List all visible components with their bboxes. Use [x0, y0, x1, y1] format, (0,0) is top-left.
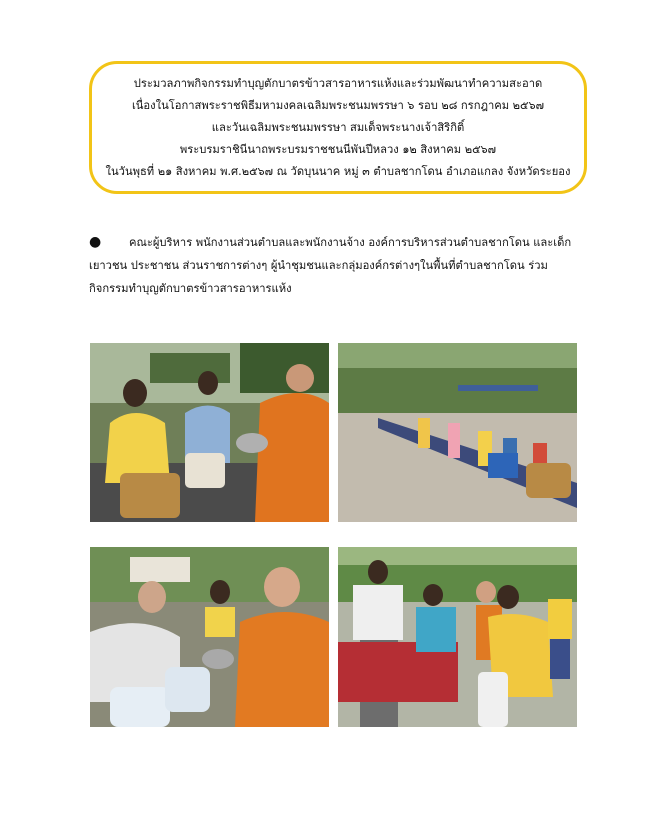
title-line-5: ในวันพุธที่ ๒๑ สิงหาคม พ.ศ.๒๕๖๗ ณ วัดบุนนาค หมู่ ๓ ตำบลชากโดน อำเภอแกลง จังหวัดระยอง: [105, 164, 571, 178]
title-line-2: เนื่องในโอกาสพระราชพิธีมหามงคลเฉลิมพระชนมพรรษา ๖ รอบ ๒๘ กรกฎาคม ๒๕๖๗: [131, 98, 545, 112]
photo-alms-line: [338, 343, 577, 522]
title-line-3: และวันเฉลิมพระชนมพรรษา สมเด็จพระนางเจ้าสิริกิติ์: [211, 120, 465, 134]
title-line-4: พระบรมราชินีนาถพระบรมราชชนนีพันปีหลวง ๑๒ สิงหาคม ๒๕๖๗: [179, 142, 497, 156]
photo-community-alms: [338, 547, 577, 727]
bullet-icon: ●: [89, 234, 102, 250]
photo-alms-giving-1: [90, 343, 329, 522]
description-text: คณะผู้บริหาร พนักงานส่วนตำบลและพนักงานจ้าง องค์การบริหารส่วนตำบลชากโดน และเด็กเยาวชน ประชาชน ส่วนราชการต่างๆ ผู้นำชุมชนและกลุ่มองค์กรต่างๆในพื้นที่ตำบลชากโดน ร่วมกิจกรรมทำบุญตักบาตรข้าวสารอาหารแห้ง: [89, 236, 572, 295]
title-box: [89, 61, 587, 194]
photo-alms-giving-2: [90, 547, 329, 727]
title-line-1: ประมวลภาพกิจกรรมทำบุญตักบาตรข้าวสารอาหารแห้งและร่วมพัฒนาทำความสะอาด: [133, 76, 543, 90]
description-paragraph: [89, 231, 585, 300]
